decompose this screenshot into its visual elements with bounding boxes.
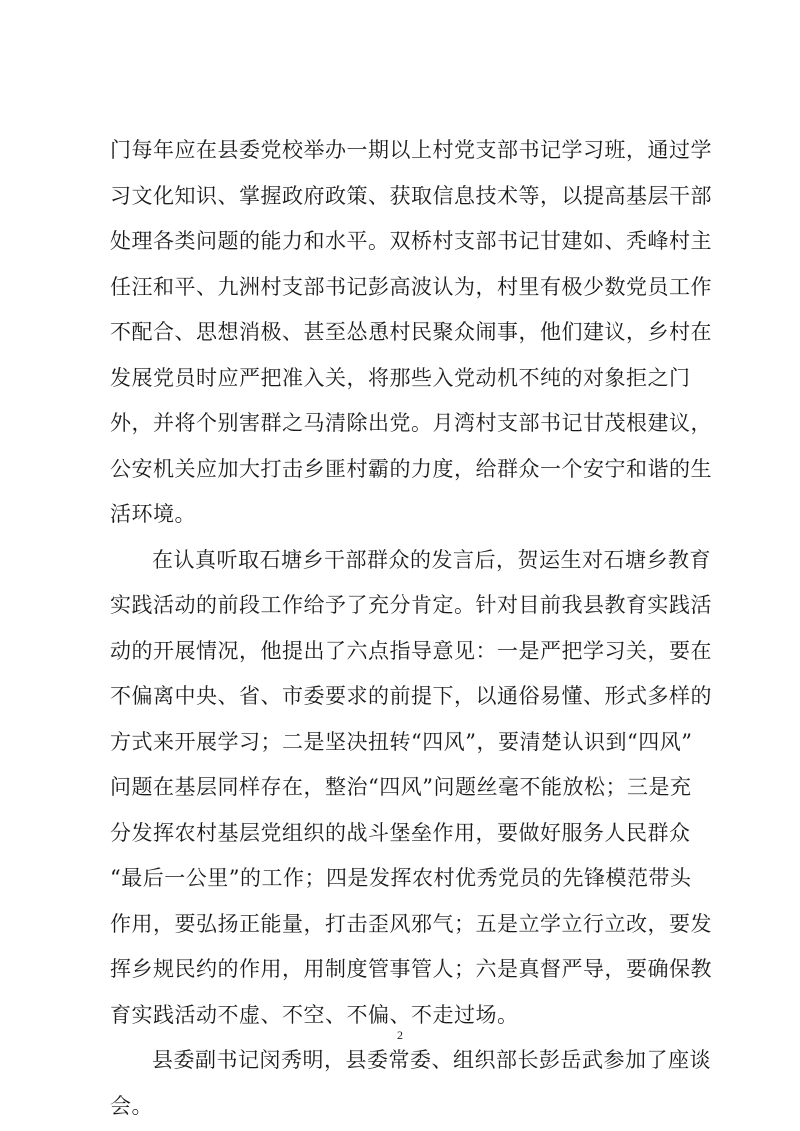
text-line: 处理各类问题的能力和水平。双桥村支部书记甘建如、秃峰村主 [110,229,712,253]
text-line: 习文化知识、掌握政府政策、获取信息技术等，以提高基层干部 [110,183,712,208]
text-line: 作用，要弘扬正能量，打击歪风邪气；五是立学立行立改，要发 [110,911,712,936]
text-line: 任汪和平、九洲村支部书记彭高波认为，村里有极少数党员工作 [110,274,712,299]
paragraph-2 [110,538,712,1039]
text-line: 问题在基层同样存在，整治“四风”问题丝毫不能放松；三是充 [110,775,692,799]
text-line: 不配合、思想消极、甚至怂恿村民聚众闹事，他们建议，乡村在 [110,320,712,344]
paragraph-3 [110,1038,711,1129]
text-line: 挥乡规民约的作用，用制度管事管人；六是真督严导，要确保教 [110,957,712,981]
text-line: 方式来开展学习；二是坚决扭转“四风”，要清楚认识到“四风” [110,729,693,754]
text-line: 公安机关应加大打击乡匪村霸的力度，给群众一个安宁和谐的生 [110,456,712,481]
text-line: 县委副书记闵秀明，县委常委、组织部长彭岳武参加了座谈 [152,1048,711,1072]
text-line: 会。 [110,1093,153,1118]
text-line: 门每年应在县委党校举办一期以上村党支部书记学习班，通过学 [110,138,712,162]
text-line: 外，并将个别害群之马清除出党。月湾村支部书记甘茂根建议， [110,411,712,435]
paragraph-1 [110,128,712,538]
text-line: 分发挥农村基层党组织的战斗堡垒作用，要做好服务人民群众 [110,820,691,845]
text-line: 活环境。 [110,502,196,526]
page-number: 2 [397,1028,403,1042]
text-line: 育实践活动不虚、不空、不偏、不走过场。 [110,1002,519,1027]
text-line: “最后一公里”的工作；四是发挥农村优秀党员的先锋模范带头 [110,866,692,890]
text-line: 不偏离中央、省、市委要求的前提下，以通俗易懂、形式多样的 [110,684,712,708]
text-line: 在认真听取石塘乡干部群众的发言后，贺运生对石塘乡教育 [152,547,711,572]
text-line: 发展党员时应严把准入关，将那些入党动机不纯的对象拒之门 [110,365,691,390]
text-line: 实践活动的前段工作给予了充分肯定。针对目前我县教育实践活 [110,593,712,617]
text-line: 动的开展情况，他提出了六点指导意见：一是严把学习关，要在 [110,638,712,663]
document-body [110,128,712,1129]
